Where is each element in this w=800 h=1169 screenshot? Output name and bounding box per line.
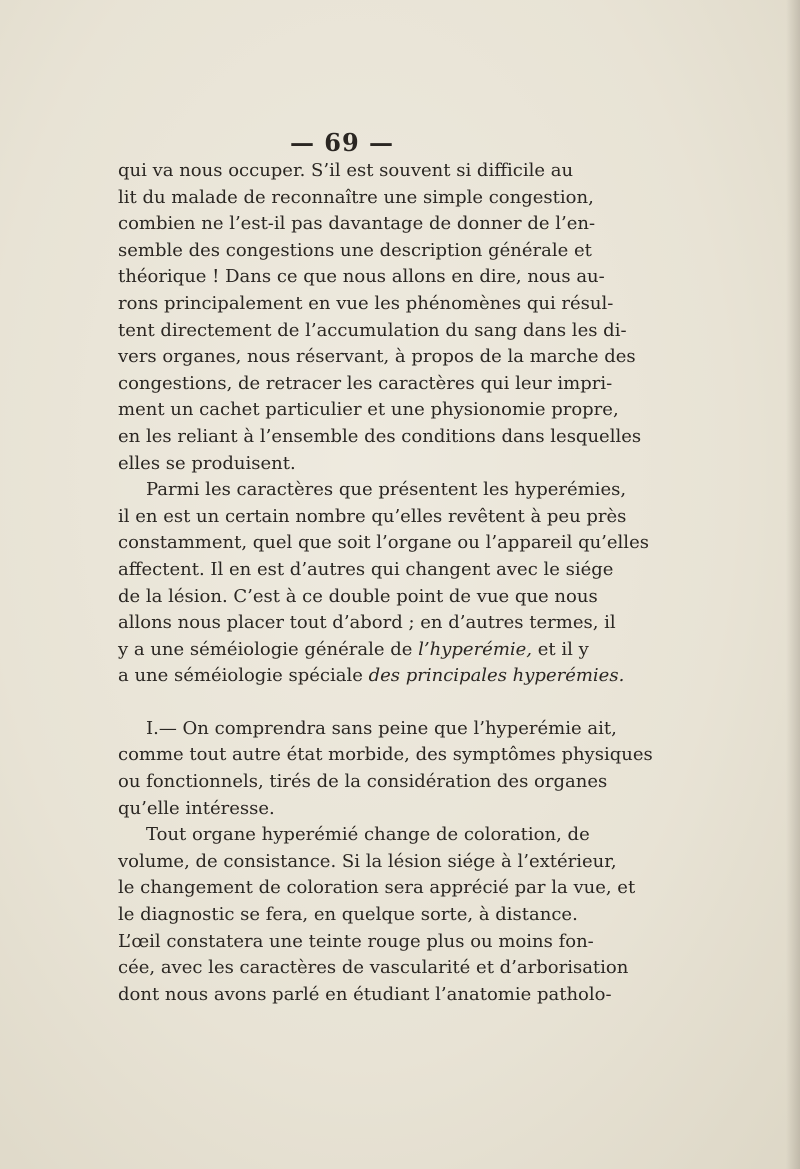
- text-line: Tout organe hyperémié change de coloration, de: [146, 824, 590, 846]
- text-line: affectent. Il en est d’autres qui changent avec le siége: [118, 558, 614, 580]
- page-text: [118, 158, 653, 1008]
- text-line: ment un cachet particulier et une physionomie propre,: [118, 399, 619, 421]
- text-line: I.— On comprendra sans peine que l’hyperémie ait,: [146, 717, 617, 739]
- text-line: constamment, quel que soit l’organe ou l’appareil qu’elles: [118, 532, 649, 554]
- page-edge-shadow: [786, 0, 800, 1169]
- text-line: L’œil constatera une teinte rouge plus ou moins fon-: [118, 930, 594, 952]
- text-line: ou fonctionnels, tirés de la considération des organes: [118, 771, 608, 793]
- text-line: comme tout autre état morbide, des symptômes physiques: [118, 744, 653, 766]
- text-line: allons nous placer tout d’abord ; en d’autres termes, il: [118, 612, 616, 634]
- section-gap: [118, 690, 568, 716]
- text-line: il en est un certain nombre qu’elles revêtent à peu près: [118, 505, 627, 527]
- text-line: le changement de coloration sera apprécié par la vue, et: [118, 877, 636, 899]
- text-line: théorique ! Dans ce que nous allons en dire, nous au-: [118, 266, 605, 288]
- italic-term: des principales hyperémies.: [368, 665, 625, 687]
- text-line: le diagnostic se fera, en quelque sorte, à distance.: [118, 904, 578, 926]
- text-segment: y a une séméiologie générale de: [118, 638, 413, 660]
- text-line-mixed: [118, 663, 625, 690]
- text-line: cée, avec les caractères de vascularité et d’arborisation: [118, 957, 629, 979]
- text-segment: a une séméiologie spéciale: [118, 665, 363, 687]
- text-line: tent directement de l’accumulation du sang dans les di-: [118, 319, 627, 341]
- text-segment: et il y: [537, 638, 589, 660]
- text-line: qui va nous occuper. S’il est souvent si difficile au: [118, 160, 574, 181]
- text-line: de la lésion. C’est à ce double point de vue que nous: [118, 585, 598, 607]
- text-line: dont nous avons parlé en étudiant l’anatomie patholo-: [118, 983, 612, 1005]
- text-line: elles se produisent.: [118, 452, 296, 474]
- text-line: vers organes, nous réservant, à propos de la marche des: [118, 346, 636, 368]
- text-line: Parmi les caractères que présentent les hyperémies,: [146, 479, 627, 501]
- page-number: — 69 —: [289, 128, 395, 157]
- text-line: congestions, de retracer les caractères qui leur impri-: [118, 372, 613, 394]
- text-line: semble des congestions une description générale et: [118, 239, 592, 261]
- text-line: en les reliant à l’ensemble des conditions dans lesquelles: [118, 425, 642, 447]
- text-line-mixed: [118, 637, 589, 664]
- text-line: combien ne l’est-il pas davantage de donner de l’en-: [118, 213, 596, 235]
- text-line: volume, de consistance. Si la lésion siége à l’extérieur,: [118, 850, 617, 872]
- text-line: qu’elle intéresse.: [118, 797, 275, 819]
- italic-term: l’hyperémie,: [418, 638, 533, 660]
- text-line: rons principalement en vue les phénomènes qui résul-: [118, 292, 614, 314]
- text-line: lit du malade de reconnaître une simple congestion,: [118, 186, 594, 208]
